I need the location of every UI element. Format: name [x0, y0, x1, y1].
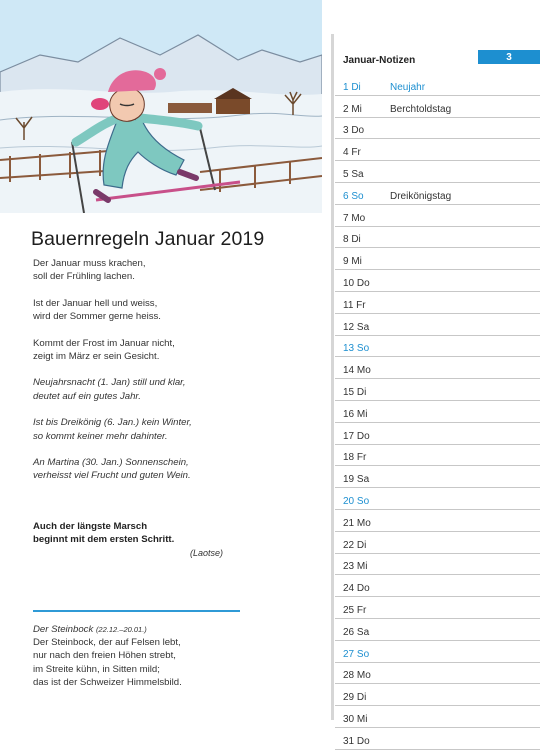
day-label: 22 Di: [343, 539, 367, 551]
day-event: Neujahr: [390, 81, 426, 93]
day-label: 4 Fr: [343, 147, 361, 159]
day-label: 2 Mi: [343, 103, 362, 115]
day-label: 10 Do: [343, 277, 370, 289]
day-row[interactable]: [335, 619, 540, 641]
day-row[interactable]: [335, 684, 540, 706]
day-label: 29 Di: [343, 692, 367, 704]
zodiac-heading: Der Steinbock (22.12.–20.01.): [33, 624, 147, 635]
page-gutter: [331, 34, 334, 720]
notes-page: [335, 0, 540, 747]
day-row[interactable]: [335, 510, 540, 532]
day-label: 12 Sa: [343, 321, 370, 333]
day-row[interactable]: [335, 205, 540, 227]
day-label: 31 Do: [343, 735, 370, 747]
day-row[interactable]: [335, 248, 540, 270]
day-row[interactable]: [335, 183, 540, 205]
rule-3: Kommt der Frost im Januar nicht, zeigt im März er sein Gesicht.: [33, 337, 175, 363]
zodiac-verse: Der Steinbock, der auf Felsen lebt, nur nach den freien Höhen strebt, im Streite kühn, in Sitten mild; das ist der Schweizer Himmelsbild.: [33, 637, 182, 689]
section-divider: [33, 610, 240, 612]
weather-rules: [33, 257, 192, 496]
day-label: 28 Mo: [343, 670, 371, 682]
day-row[interactable]: [335, 357, 540, 379]
day-row[interactable]: [335, 706, 540, 728]
rule-4: Neujahrsnacht (1. Jan) still und klar, deutet auf ein gutes Jahr.: [33, 377, 186, 402]
day-row[interactable]: [335, 466, 540, 488]
day-row[interactable]: [335, 641, 540, 663]
day-label: 24 Do: [343, 583, 370, 595]
month-tab[interactable]: 3: [478, 50, 540, 64]
day-row[interactable]: [335, 401, 540, 423]
day-row[interactable]: [335, 445, 540, 467]
day-label: 27 So: [343, 648, 370, 660]
day-label: 8 Di: [343, 234, 361, 246]
day-row[interactable]: [335, 575, 540, 597]
day-label: 1 Di: [343, 81, 361, 93]
day-row[interactable]: [335, 663, 540, 685]
rule-5: Ist bis Dreikönig (6. Jan.) kein Winter, so kommt keiner mehr dahinter.: [33, 417, 192, 442]
day-label: 3 Do: [343, 125, 365, 137]
day-row[interactable]: [335, 554, 540, 576]
day-row[interactable]: [335, 423, 540, 445]
day-row[interactable]: [335, 270, 540, 292]
rule-6: An Martina (30. Jan.) Sonnenschein, verheisst viel Frucht und guten Wein.: [33, 457, 191, 482]
day-label: 20 So: [343, 495, 370, 507]
day-row[interactable]: [335, 336, 540, 358]
quote: [33, 520, 223, 558]
day-event: Berchtoldstag: [390, 103, 452, 115]
day-row[interactable]: [335, 292, 540, 314]
quote-text: Auch der längste Marsch beginnt mit dem ersten Schritt.: [33, 521, 175, 546]
day-row[interactable]: [335, 532, 540, 554]
day-list: [335, 74, 540, 750]
day-label: 23 Mi: [343, 561, 368, 573]
day-row[interactable]: [335, 227, 540, 249]
day-label: 6 So: [343, 190, 364, 202]
day-label: 16 Mi: [343, 408, 368, 420]
day-label: 19 Sa: [343, 474, 370, 486]
page-title: Bauernregeln Januar 2019: [31, 228, 265, 250]
day-label: 13 So: [343, 343, 370, 355]
day-row[interactable]: [335, 96, 540, 118]
zodiac-poem: [33, 623, 182, 690]
quote-author: (Laotse): [189, 547, 223, 558]
day-row[interactable]: [335, 597, 540, 619]
day-row[interactable]: [335, 118, 540, 140]
day-label: 30 Mi: [343, 713, 368, 725]
rule-2: Ist der Januar hell und weiss, wird der Sommer gerne heiss.: [33, 297, 161, 323]
skier-illustration: [0, 0, 322, 213]
day-label: 26 Sa: [343, 626, 370, 638]
day-label: 7 Mo: [343, 212, 366, 224]
day-row[interactable]: [335, 314, 540, 336]
day-row[interactable]: [335, 161, 540, 183]
day-label: 5 Sa: [343, 168, 364, 180]
day-row[interactable]: [335, 488, 540, 510]
day-label: 9 Mi: [343, 256, 362, 268]
day-event: Dreikönigstag: [390, 190, 452, 202]
day-label: 14 Mo: [343, 365, 371, 377]
day-row[interactable]: [335, 379, 540, 401]
day-label: 11 Fr: [343, 299, 366, 311]
day-label: 25 Fr: [343, 604, 367, 616]
day-label: 17 Do: [343, 430, 370, 442]
rule-1: Der Januar muss krachen, soll der Frühling lachen.: [33, 258, 146, 283]
day-row[interactable]: [335, 139, 540, 161]
day-row[interactable]: [335, 74, 540, 96]
day-row[interactable]: [335, 728, 540, 750]
notes-title: Januar-Notizen: [343, 55, 416, 66]
day-label: 21 Mo: [343, 517, 371, 529]
day-label: 15 Di: [343, 386, 367, 398]
day-label: 18 Fr: [343, 452, 367, 464]
